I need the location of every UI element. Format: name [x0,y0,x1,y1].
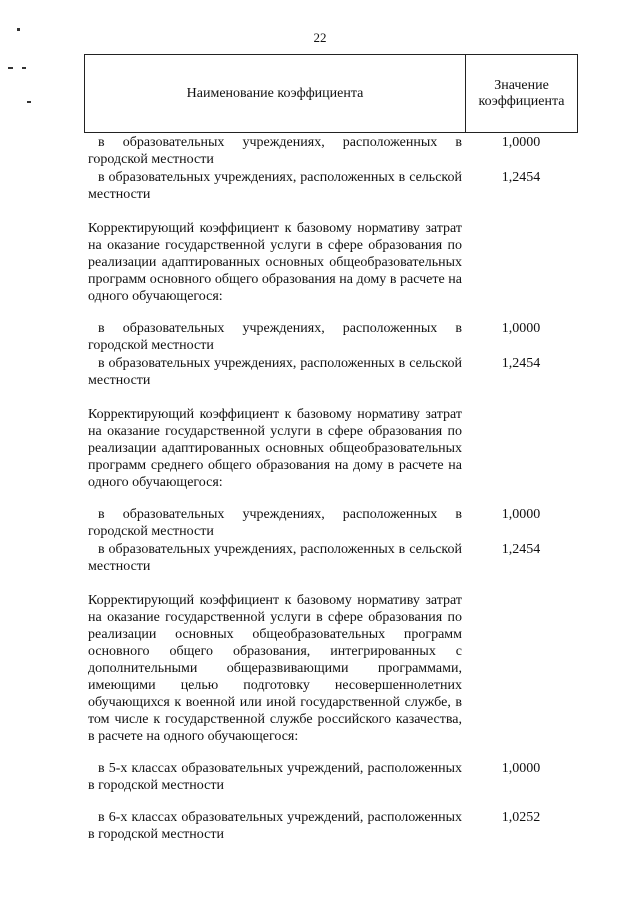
coefficient-table-body [88,134,568,843]
header-coefficient-name: Наименование коэффициента [85,55,466,132]
row-text: в 5-х классах образовательных учреждений, расположенных в городской местности [88,761,462,793]
section-heading-row [88,592,568,745]
section-heading-row [88,406,568,491]
row-text: в образовательных учреждениях, расположенных в сельской местности [88,170,462,202]
row-value: 1,2454 [501,170,541,185]
header-value-line2: коэффициента [478,93,565,109]
scan-speck [8,67,13,69]
row-text: в образовательных учреждениях, расположенных в сельской местности [88,542,462,574]
table-header [84,54,578,133]
page-number: 22 [313,30,327,45]
section-heading-row [88,220,568,305]
table-row [88,760,568,794]
row-text: в 6-х классах образовательных учреждений, расположенных в городской местности [88,810,462,842]
row-text: в образовательных учреждениях, расположенных в городской местности [88,507,462,539]
table-row [88,541,568,575]
table-row [88,320,568,354]
row-value: 1,0000 [501,761,541,776]
scan-speck [22,67,26,69]
table-row [88,506,568,540]
row-text: в образовательных учреждениях, расположенных в сельской местности [88,356,462,388]
section-heading: Корректирующий коэффициент к базовому нормативу затрат на оказание государственной услуги в сфере образования по реализации адаптированных основных общеобразовательных программ основного общего образования на дому в расчете на одного обучающегося: [88,221,462,304]
table-row [88,809,568,843]
scan-speck [17,28,20,31]
row-value: 1,2454 [501,542,541,557]
row-value: 1,0252 [501,810,541,825]
scan-speck [27,101,31,103]
header-coefficient-value [466,55,577,132]
row-value: 1,0000 [501,135,541,150]
section-heading: Корректирующий коэффициент к базовому нормативу затрат на оказание государственной услуги в сфере образования по реализации основных общеобразовательных программ основного общего образования, интегрированных с дополнительными общеразвивающими программами, имеющими целью подготовку несовершеннолетних обучающихся к военной или иной государственной службе, в том числе к государственной службе российского казачества, в расчете на одного обучающегося: [88,593,462,744]
table-row [88,355,568,389]
row-text: в образовательных учреждениях, расположенных в городской местности [88,135,462,167]
row-value: 1,0000 [501,507,541,522]
table-row [88,169,568,203]
section-heading: Корректирующий коэффициент к базовому нормативу затрат на оказание государственной услуги в сфере образования по реализации адаптированных основных общеобразовательных программ среднего общего образования на дому в расчете на одного обучающегося: [88,407,462,490]
table-row [88,134,568,168]
header-value-line1: Значение [494,77,549,93]
row-text: в образовательных учреждениях, расположенных в городской местности [88,321,462,353]
row-value: 1,2454 [501,356,541,371]
row-value: 1,0000 [501,321,541,336]
